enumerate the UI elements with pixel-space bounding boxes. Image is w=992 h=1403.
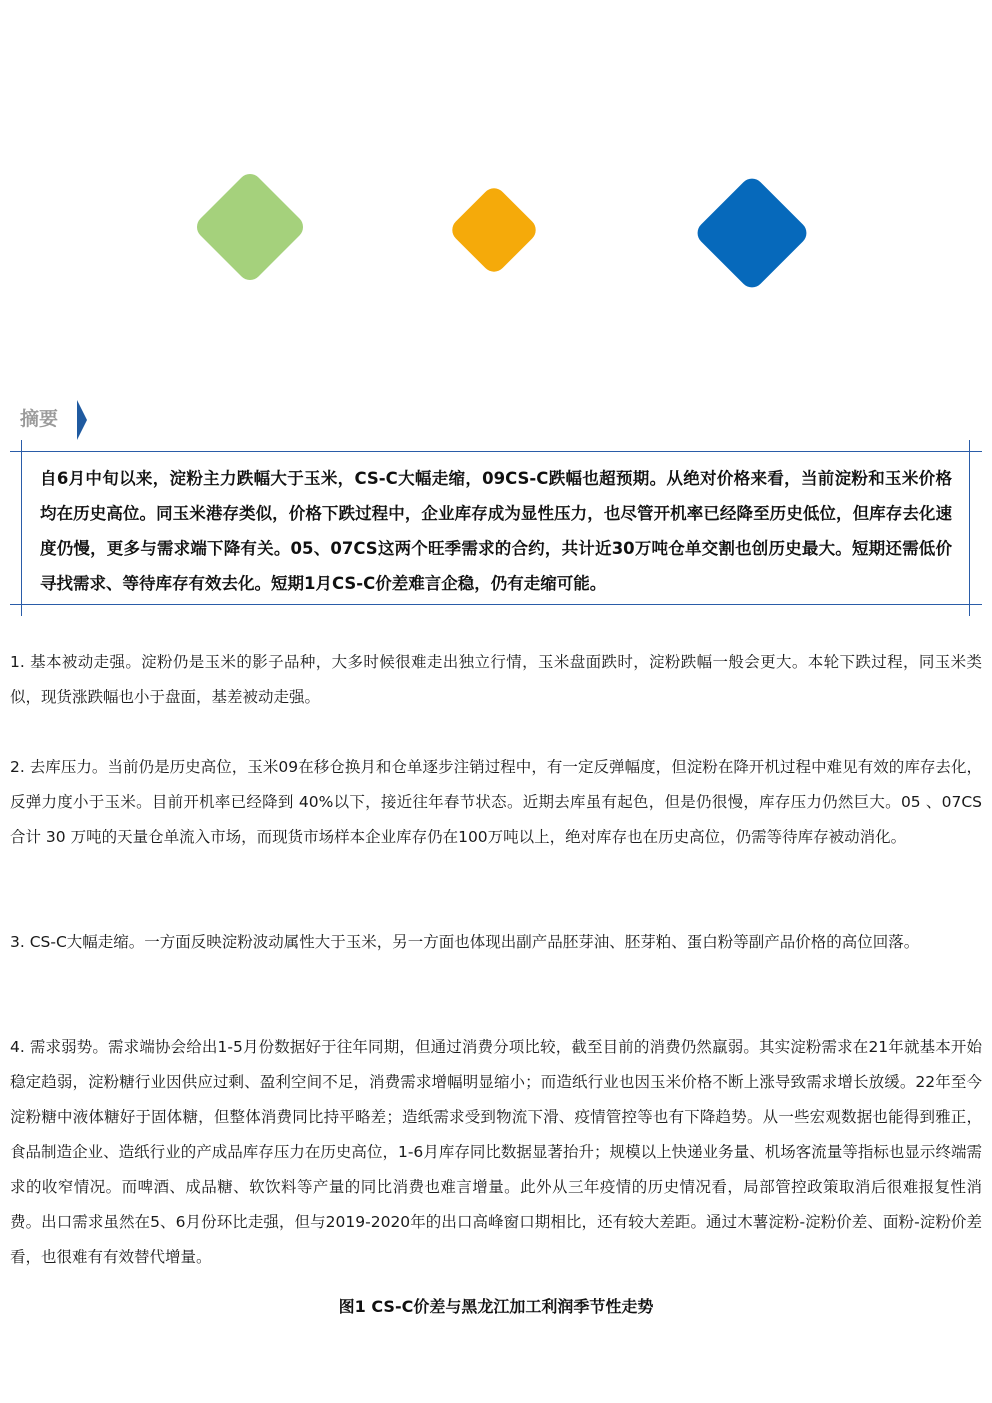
paragraph-destocking: 2. 去库压力。当前仍是历史高位，玉米09在移仓换月和仓单逐步注销过程中，有一定反弹幅度，但淀粉在降开机过程中难见有效的库存去化，反弹力度小于玉米。目前开机率已经降到 40%以下，接近往年春节状态。近期去库虽有起色，但是仍很慢，库存压力仍然巨大。05 、07CS合计 30 万吨的天量仓单流入市场，而现货市场样本企业库存仍在100万吨以上，绝对库存也在历史高位，仍需等待库存被动消化。	[10, 758, 982, 846]
paragraph-basis: 1. 基本被动走强。淀粉仍是玉米的影子品种，大多时候很难走出独立行情，玉米盘面跌时，淀粉跌幅一般会更大。本轮下跌过程，同玉米类似，现货涨跌幅也小于盘面，基差被动走强。	[10, 653, 982, 706]
paragraph-spread: 3. CS-C大幅走缩。一方面反映淀粉波动属性大于玉米，另一方面也体现出副产品胚芽油、胚芽粕、蛋白粉等副产品价格的高位回落。	[10, 933, 920, 951]
abstract-box-top-border	[10, 451, 982, 452]
orange-diamond-logo	[447, 183, 540, 276]
figure-caption: 图1 CS-C价差与黑龙江加工利润季节性走势	[338, 1297, 654, 1316]
abstract-box-bottom-border	[10, 604, 982, 605]
abstract-box-left-border	[21, 440, 22, 616]
abstract-box-right-border	[969, 440, 970, 616]
green-diamond-logo	[192, 169, 308, 285]
arrow-right-icon	[77, 400, 87, 440]
abstract-label: 摘要	[20, 408, 59, 430]
paragraph-demand: 4. 需求弱势。需求端协会给出1-5月份数据好于往年同期，但通过消费分项比较，截至目前的消费仍然羸弱。其实淀粉需求在21年就基本开始稳定趋弱，淀粉糖行业因供应过剩、盈利空间不足，消费需求增幅明显缩小；而造纸行业也因玉米价格不断上涨导致需求增长放缓。22年至今淀粉糖中液体糖好于固体糖，但整体消费同比持平略差；造纸需求受到物流下滑、疫情管控等也有下降趋势。从一些宏观数据也能得到雅正，食品制造企业、造纸行业的产成品库存压力在历史高位，1-6月库存同比数据显著抬升；规模以上快递业务量、机场客流量等指标也显示终端需求的收窄情况。而啤酒、成品糖、软饮料等产量的同比消费也难言增量。此外从三年疫情的历史情况看，局部管控政策取消后很难报复性消费。出口需求虽然在5、6月份环比走强，但与2019-2020年的出口高峰窗口期相比，还有较大差距。通过木薯淀粉-淀粉价差、面粉-淀粉价差看，也很难有有效替代增量。	[10, 1038, 982, 1266]
abstract-summary-text: 自6月中旬以来，淀粉主力跌幅大于玉米，CS-C大幅走缩，09CS-C跌幅也超预期。从绝对价格来看，当前淀粉和玉米价格均在历史高位。同玉米港存类似，价格下跌过程中，企业库存成为显性压力，也尽管开机率已经降至历史低位，但库存去化速度仍慢，更多与需求端下降有关。05、07CS这两个旺季需求的合约，共计近30万吨仓单交割也创历史最大。短期还需低价寻找需求、等待库存有效去化。短期1月CS-C价差难言企稳，仍有走缩可能。	[40, 469, 952, 593]
blue-diamond-logo	[693, 174, 812, 293]
